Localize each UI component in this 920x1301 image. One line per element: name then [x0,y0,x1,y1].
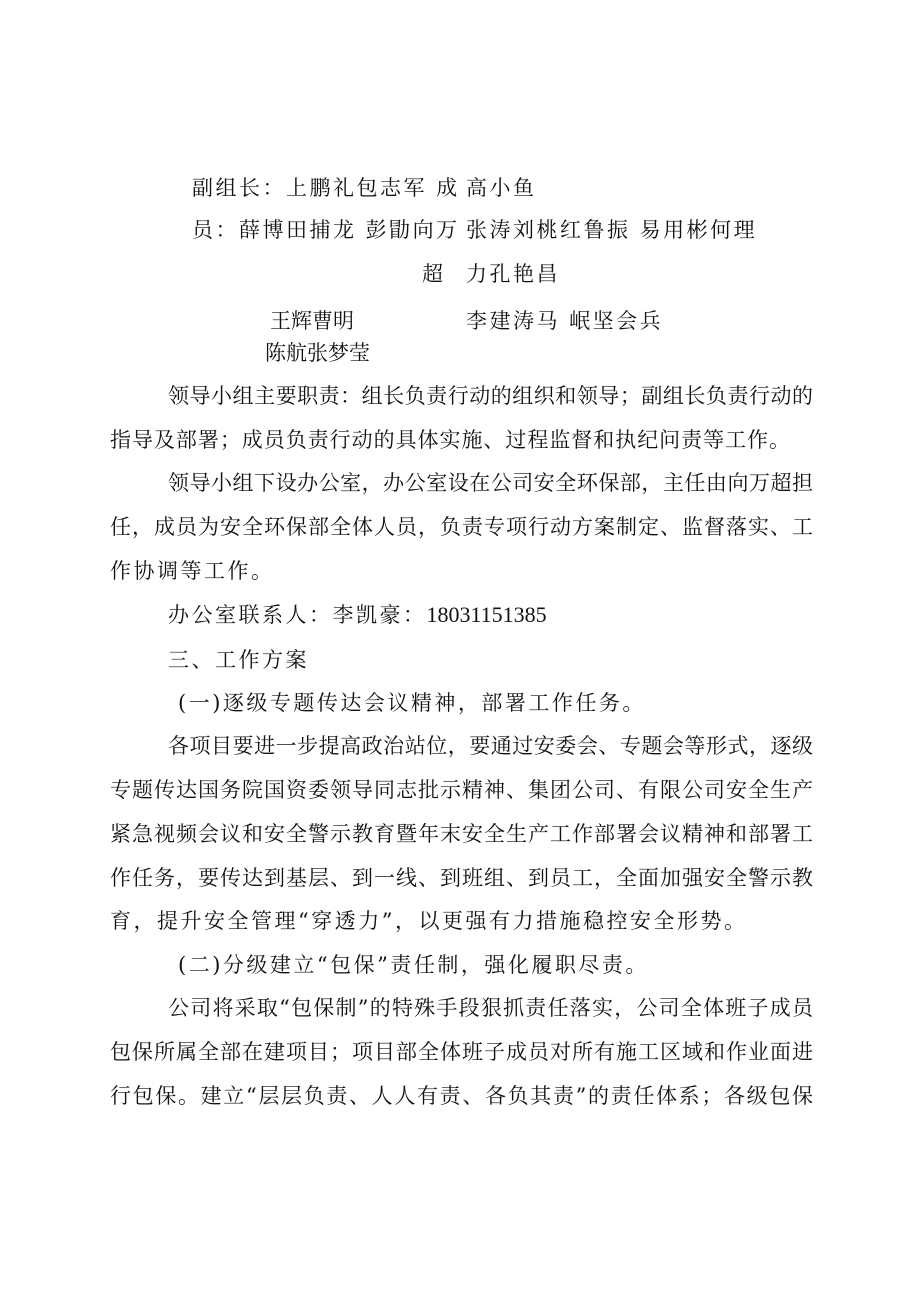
section-heading: 三、工作方案 [168,648,309,672]
committee-row2-left: 员：薛博田捕龙 彭勖向万 [192,218,460,242]
duties-line-2: 指导及部署；成员负责行动的具体实施、过程监督和执纪问责等工作。 [110,428,790,452]
contact-label: 办公室联系人：李凯豪： [168,603,427,627]
para1-line-5: 育，提升安全管理“穿透力”，以更强有力措施稳控安全形势。 [110,909,748,933]
contact-phone: 18031151385 [426,602,547,627]
committee-row1-left: 副组长：上鹏礼包志军 成 [192,176,460,200]
para1-line-2: 专题传达国务院国资委领导同志批示精神、集团公司、有限公司安全生产 [110,778,813,802]
committee-row2-right: 张涛刘桃红鲁振 易用彬何理 [466,218,758,242]
office-contact [168,601,547,629]
committee-row3-right: 力孔艳昌 [466,262,560,286]
committee-row4-left: 王辉曹明 [270,309,354,333]
committee-row1-right: 高小鱼 [466,176,537,200]
office-line-2: 任，成员为安全环保部全体人员，负责专项行动方案制定、监督落实、工 [110,515,813,539]
duties-line-1: 领导小组主要职责：组长负责行动的组织和领导；副组长负责行动的 [168,384,813,408]
para1-line-4: 作任务，要传达到基层、到一线、到班组、到员工，全面加强安全警示教 [110,866,813,890]
committee-row3-left: 超 [422,262,443,286]
para2-line-3: 行包保。建立“层层负责、人人有责、各负其责”的责任体系；各级包保 [110,1084,813,1108]
office-line-3: 作协调等工作。 [110,559,275,583]
subsection-1-heading: (一)逐级专题传达会议精神，部署工作任务。 [178,691,646,715]
committee-row4-right: 李建涛马 岷坚会兵 [466,309,664,333]
office-line-1: 领导小组下设办公室，办公室设在公司安全环保部，主任由向万超担 [168,471,813,495]
para2-line-1: 公司将采取“包保制”的特殊手段狠抓责任落实，公司全体班子成员 [168,996,813,1020]
para2-line-2: 包保所属全部在建项目；项目部全体班子成员对所有施工区域和作业面进 [110,1040,813,1064]
para1-line-1: 各项目要进一步提高政治站位，要通过安委会、专题会等形式，逐级 [168,734,813,758]
para1-line-3: 紧急视频会议和安全警示教育暨年末安全生产工作部署会议精神和部署工 [110,822,813,846]
committee-row5-left: 陈航张梦莹 [265,341,370,365]
subsection-2-heading: (二)分级建立“包保”责任制，强化履职尽责。 [178,953,649,977]
